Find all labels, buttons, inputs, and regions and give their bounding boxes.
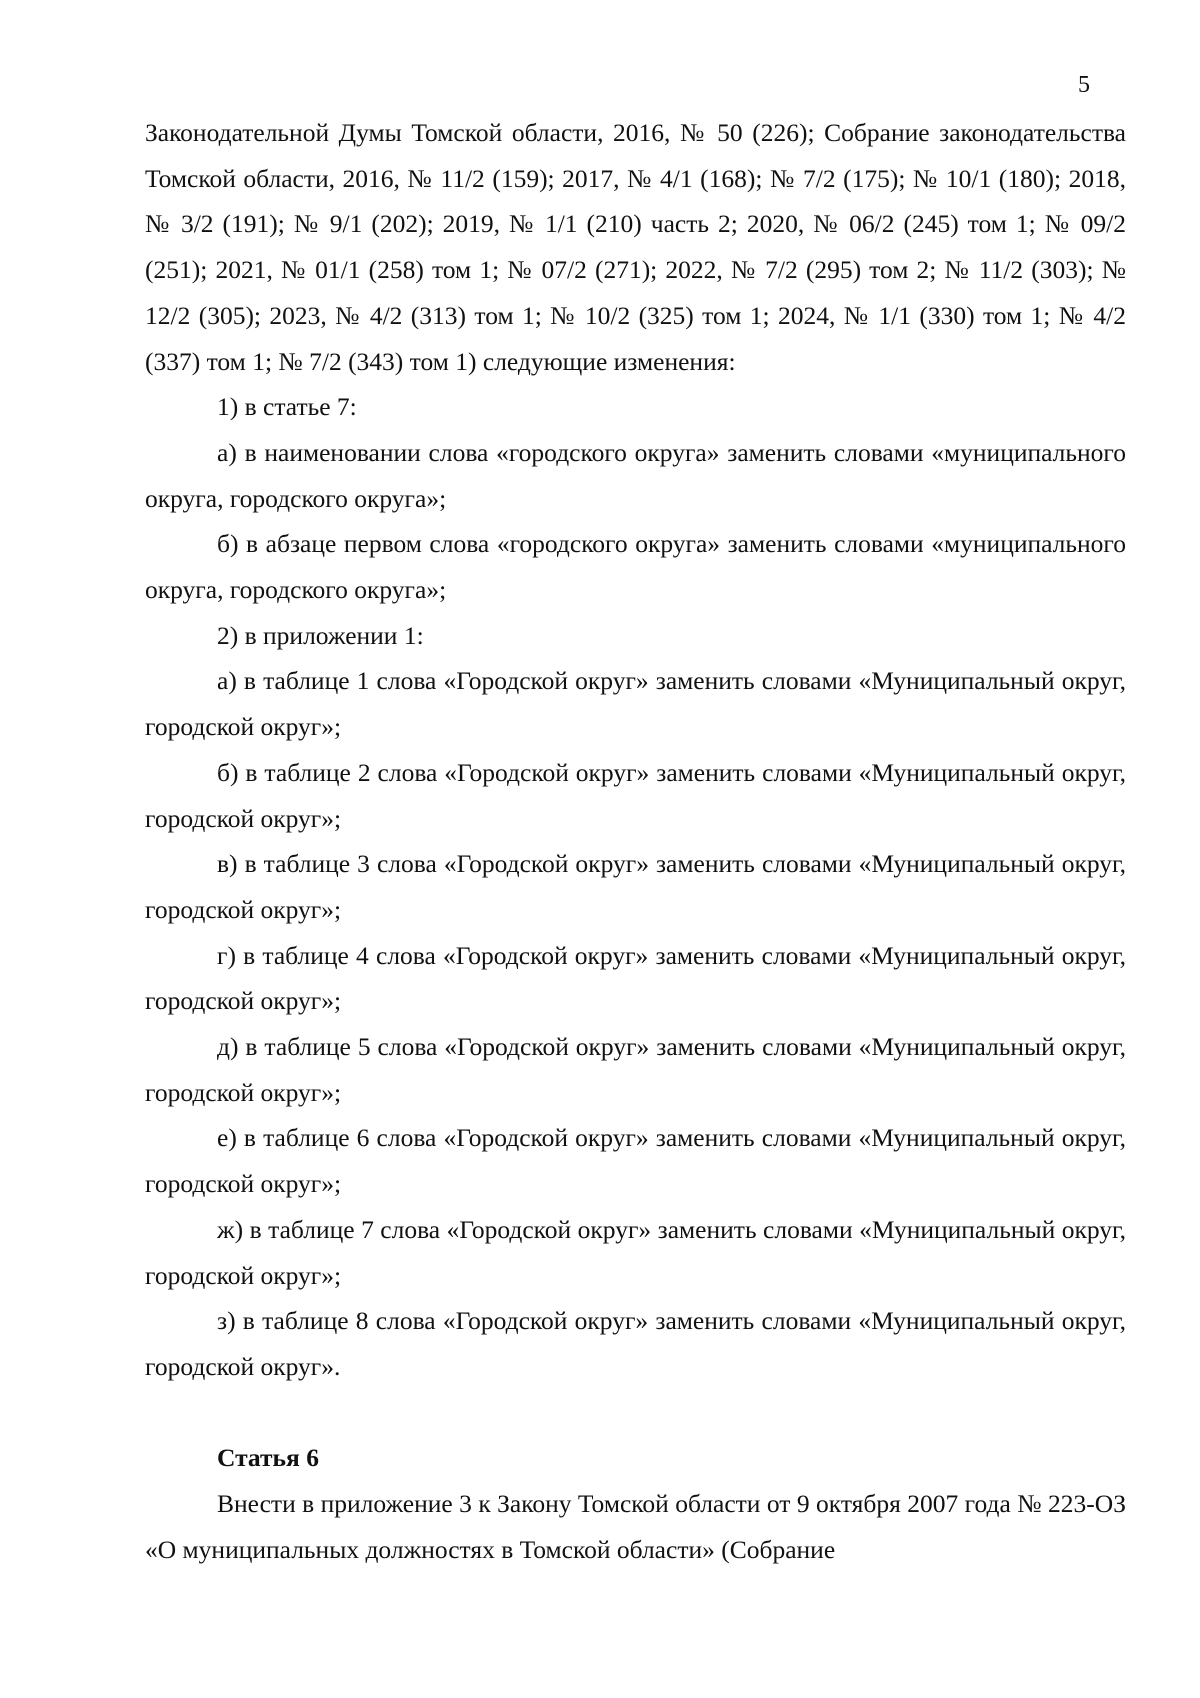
list-item-1b: б) в абзаце первом слова «городского округа» заменить словами «муниципального округа, городского округа»; [145, 529, 1126, 605]
article-heading: Статья 6 [217, 1443, 319, 1473]
list-item-2e: е) в таблице 6 слова «Городской округ» заменить словами «Муниципальный округ, городской округ»; [145, 1123, 1126, 1199]
list-item-2: 2) в приложении 1: [217, 620, 424, 650]
article-paragraph: Внести в приложение 3 к Закону Томской области от 9 октября 2007 года № 223-ОЗ «О муниципальных должностях в Томской области» (Собрание [145, 1489, 1126, 1564]
list-item-2zh: ж) в таблице 7 слова «Городской округ» заменить словами «Муниципальный округ, городской округ»; [145, 1214, 1126, 1290]
list-item-2d: д) в таблице 5 слова «Городской округ» заменить словами «Муниципальный округ, городской округ»; [145, 1032, 1126, 1107]
list-item-2b: б) в таблице 2 слова «Городской округ» заменить словами «Муниципальный округ, городской округ»; [145, 757, 1126, 833]
list-item-1a: а) в наименовании слова «городского округа» заменить словами «муниципального округа, городского округа»; [145, 437, 1126, 513]
page-number: 5 [1078, 72, 1090, 98]
list-item-2a: а) в таблице 1 слова «Городской округ» заменить словами «Муниципальный округ, городской округ»; [145, 666, 1126, 742]
paragraph-continuation: Законодательной Думы Томской области, 2016, № 50 (226); Собрание законодательства Томской области, 2016, № 11/2 (159); 2017, № 4/1 (168); № 7/2 (175); № 10/1 (180); 2018, № 3/2 (191); № 9/1 (202); 2019, № 1/1 (210) часть 2; 2020, № 06/2 (245) том 1; № 09/2 (251); 2021, № 01/1 (258) том 1; № 07/2 (271); 2022, № 7/2 (295) том 2; № 11/2 (303); № 12/2 (305); 2023, № 4/2 (313) том 1; № 10/2 (325) том 1; 2024, № 1/1 (330) том 1; № 4/2 (337) том 1; № 7/2 (343) том 1) следующие изменения: [145, 118, 1126, 376]
list-item-1: 1) в статье 7: [217, 392, 357, 422]
document-body [145, 110, 1126, 1572]
list-item-2z: з) в таблице 8 слова «Городской округ» заменить словами «Муниципальный округ, городской округ». [145, 1306, 1126, 1381]
list-item-2v: в) в таблице 3 слова «Городской округ» заменить словами «Муниципальный округ, городской округ»; [145, 849, 1126, 924]
list-item-2g: г) в таблице 4 слова «Городской округ» заменить словами «Муниципальный округ, городской округ»; [145, 940, 1126, 1016]
